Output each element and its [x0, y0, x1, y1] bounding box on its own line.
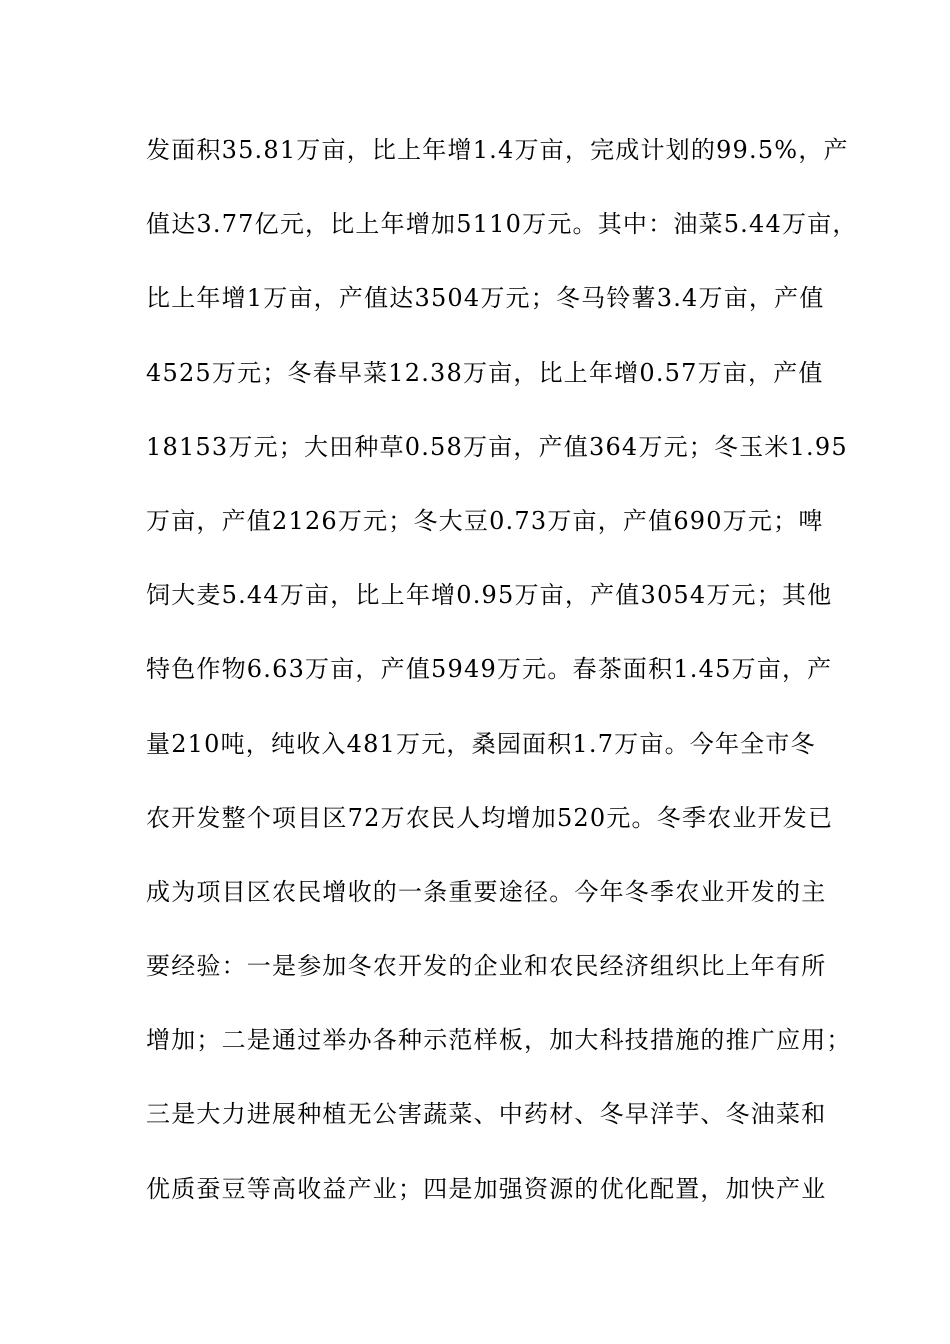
- text-line: 发面积35.81万亩，比上年增1.4万亩，完成计划的99.5%，产: [146, 136, 849, 164]
- text-line: 增加；二是通过举办各种示范样板，加大科技措施的推广应用；: [146, 1026, 852, 1055]
- text-line: 特色作物6.63万亩，产值5949万元。春茶面积1.45万亩，产: [146, 655, 833, 684]
- text-line: 值达3.77亿元，比上年增加5110万元。其中：油菜5.44万亩，: [146, 210, 858, 239]
- text-line: 三是大力进展种植无公害蔬菜、中药材、冬早洋芋、冬油菜和: [146, 1100, 827, 1129]
- text-line: 饲大麦5.44万亩，比上年增0.95万亩，产值3054万元；其他: [146, 581, 833, 610]
- text-line: 优质蚕豆等高收益产业；四是加强资源的优化配置，加快产业: [146, 1174, 827, 1203]
- text-line: 比上年增1万亩，产值达3504万元；冬马铃薯3.4万亩，产值: [146, 284, 825, 313]
- text-line: 万亩，产值2126万元；冬大豆0.73万亩，产值690万元；啤: [146, 506, 824, 535]
- body-text: [146, 132, 858, 1245]
- text-line: 18153万元；大田种草0.58万亩，产值364万元；冬玉米1.95: [146, 432, 848, 461]
- text-line: 量210吨，纯收入481万元，桑园面积1.7万亩。今年全市冬: [146, 729, 816, 758]
- text-line: 4525万元；冬春早菜12.38万亩，比上年增0.57万亩，产值: [146, 358, 824, 387]
- text-line: 要经验：一是参加冬农开发的企业和农民经济组织比上年有所: [146, 952, 827, 981]
- text-line: 农开发整个项目区72万农民人均增加520元。冬季农业开发已: [146, 803, 834, 832]
- text-line: 成为项目区农民增收的一条重要途径。今年冬季农业开发的主: [146, 877, 827, 906]
